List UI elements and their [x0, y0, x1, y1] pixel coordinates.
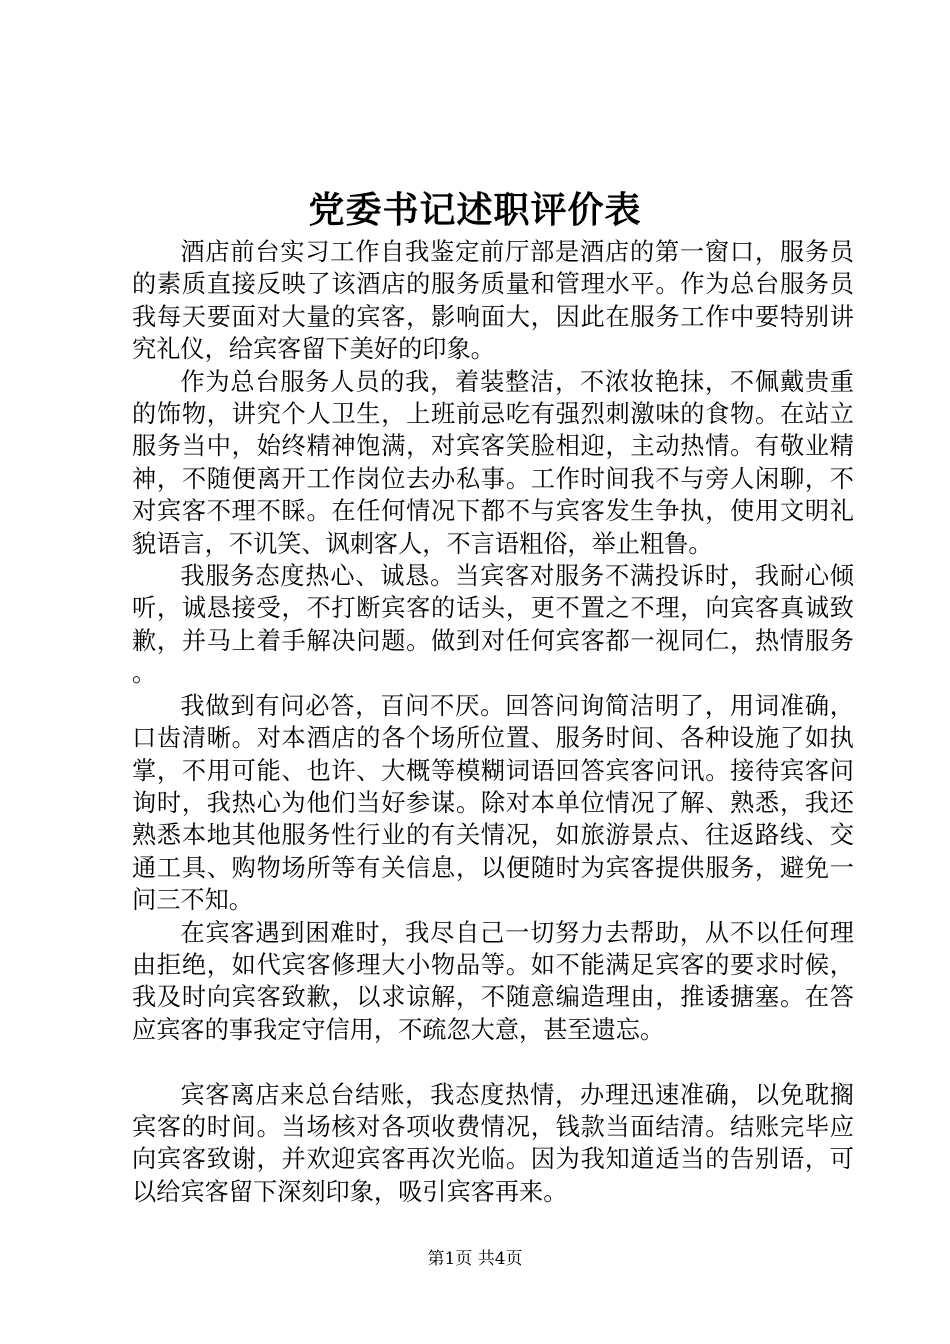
paragraph-4: 我做到有问必答，百问不厌。回答问询简洁明了，用词准确，口齿清晰。对本酒店的各个场所位置、服务时间、各种设施了如执掌，不用可能、也许、大概等模糊词语回答宾客问讯。接待宾客问询时，我热心为他们当好参谋。除对本单位情况了解、熟悉，我还熟悉本地其他服务性行业的有关情况，如旅游景点、往返路线、交通工具、购物场所等有关信息，以便随时为宾客提供服务，避免一问三不知。: [132, 691, 854, 915]
page-number-footer: 第1页 共4页: [427, 1249, 523, 1269]
document-body: [132, 236, 854, 1208]
paragraph-1: 酒店前台实习工作自我鉴定前厅部是酒店的第一窗口，服务员的素质直接反映了该酒店的服务质量和管理水平。作为总台服务员我每天要面对大量的宾客，影响面大，因此在服务工作中要特别讲究礼仪，给宾客留下美好的印象。: [132, 238, 854, 364]
paragraph-5: 在宾客遇到困难时，我尽自己一切努力去帮助，从不以任何理由拒绝，如代宾客修理大小物品等。如不能满足宾客的要求时候，我及时向宾客致歉，以求谅解，不随意编造理由，推诿搪塞。在答应宾客的事我定守信用，不疏忽大意，甚至遗忘。: [132, 918, 854, 1044]
paragraph-2: 作为总台服务人员的我，着装整洁，不浓妆艳抹，不佩戴贵重的饰物，讲究个人卫生，上班前忌吃有强烈刺激味的食物。在站立服务当中，始终精神饱满，对宾客笑脸相迎，主动热情。有敬业精神，不随便离开工作岗位去办私事。工作时间我不与旁人闲聊，不对宾客不理不睬。在任何情况下都不与宾客发生争执，使用文明礼貌语言，不讥笑、讽刺客人，不言语粗俗，举止粗鲁。: [132, 367, 854, 558]
paragraph-6: 宾客离店来总台结账，我态度热情，办理迅速准确，以免耽搁宾客的时间。当场核对各项收费情况，钱款当面结清。结账完毕应向宾客致谢，并欢迎宾客再次光临。因为我知道适当的告别语，可以给宾客留下深刻印象，吸引宾客再来。: [132, 1080, 854, 1206]
paragraph-3: 我服务态度热心、诚恳。当宾客对服务不满投诉时，我耐心倾听，诚恳接受，不打断宾客的话头，更不置之不理，向宾客真诚致歉，并马上着手解决问题。做到对任何宾客都一视同仁，热情服务。: [132, 562, 854, 688]
document-title: 党委书记述职评价表: [308, 189, 642, 231]
